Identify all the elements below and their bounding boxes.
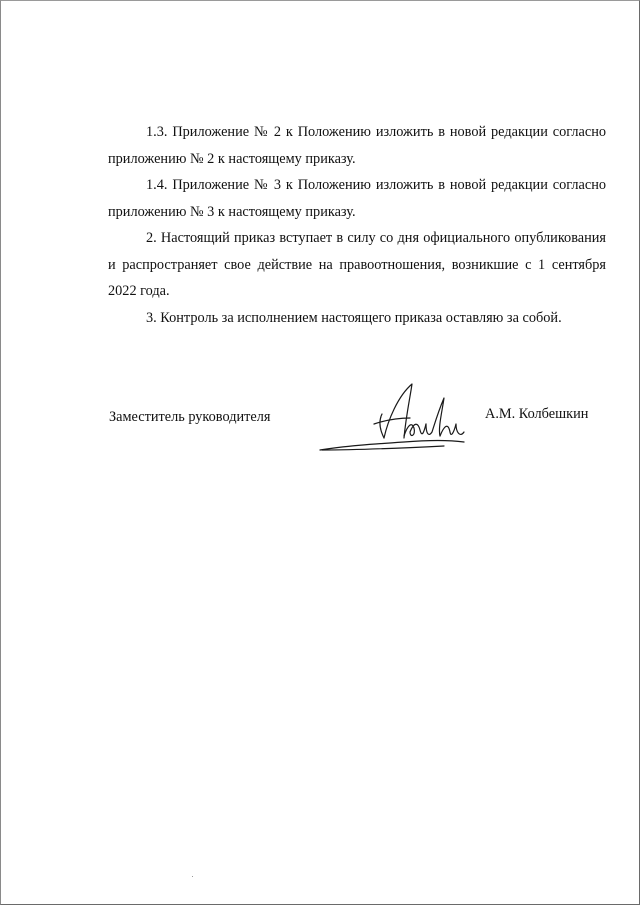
paragraph-2: 2. Настоящий приказ вступает в силу со дня официального опубликования и распространяет свое действие на правоотношения, возникшие с 1 сентября 2022 года. [108, 230, 606, 299]
signature-icon [314, 376, 474, 458]
paragraph-1-3: 1.3. Приложение № 2 к Положению изложить в новой редакции согласно приложению № 2 к настоящему приказу. [108, 124, 606, 167]
document-body [108, 119, 606, 331]
signatory-name: А.М. Колбешкин [485, 406, 589, 422]
paragraph-3: 3. Контроль за исполнением настоящего приказа оставляю за собой. [146, 309, 562, 326]
paragraph-1-4: 1.4. Приложение № 3 к Положению изложить в новой редакции согласно приложению № 3 к настоящему приказу. [108, 177, 606, 220]
scan-speck [192, 876, 193, 877]
signatory-position: Заместитель руководителя [109, 409, 271, 425]
